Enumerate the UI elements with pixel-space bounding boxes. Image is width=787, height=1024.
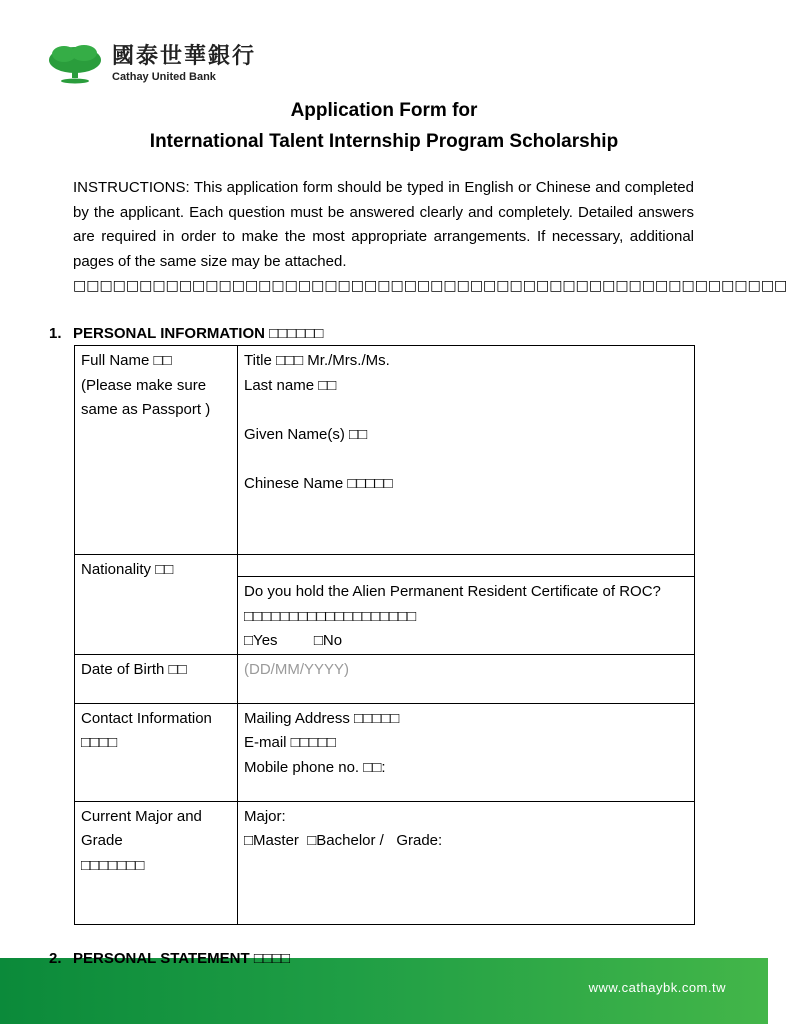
mobile-phone-label: Mobile phone no. □□:	[244, 758, 386, 776]
degree-grade-options[interactable]: □Master □Bachelor / Grade:	[244, 832, 443, 849]
no-checkbox[interactable]: □No	[313, 632, 343, 649]
section-number: 1.	[49, 325, 62, 342]
passport-note-line2: same as Passport )	[81, 401, 211, 418]
personal-information-table	[74, 345, 695, 925]
section-personal-information-heading	[49, 325, 323, 342]
section-title: PERSONAL STATEMENT □□□□	[73, 950, 291, 967]
contact-label-chinese: □□□□	[81, 734, 118, 751]
nationality-input-cell[interactable]	[238, 555, 695, 577]
dob-label: Date of Birth □□	[81, 660, 187, 678]
instructions-chinese: □□□□□□□□□□□□□□□□□□□□□□□□□□□□□□□□□□□□□□□□□□□□□□□□□□□□□□	[73, 278, 787, 294]
residency-question-chinese: □□□□□□□□□□□□□□□□□□□	[244, 607, 417, 625]
full-name-input-cell[interactable]	[238, 346, 695, 555]
residency-question-cell	[238, 577, 695, 655]
mailing-address-label: Mailing Address □□□□□	[244, 709, 400, 727]
residency-options	[244, 629, 688, 654]
bank-name-english: Cathay United Bank	[112, 71, 216, 83]
instructions-english: INSTRUCTIONS: This application form should be typed in English or Chinese and completed by the applicant. Each question must be answered clearly and completely. Detailed answers are required in order to make the most appropriate arrangements. If necessary, additional pages of the same size may be attached.	[73, 179, 694, 270]
major-input-cell[interactable]	[238, 801, 695, 924]
bank-name-chinese: 國泰世華銀行	[112, 44, 257, 69]
table-row-date-of-birth	[75, 654, 695, 703]
full-name-label: Full Name □□	[81, 352, 172, 369]
major-label-cell	[75, 801, 238, 924]
major-label-line2: Grade	[81, 832, 123, 849]
form-title-line2: International Talent Internship Program Scholarship	[149, 131, 619, 152]
email-label: E-mail □□□□□	[244, 734, 336, 751]
bank-logo	[48, 44, 256, 84]
contact-input-cell[interactable]	[238, 703, 695, 801]
residency-question: Do you hold the Alien Permanent Resident Certificate of ROC?	[244, 583, 661, 600]
last-name-label: Last name □□	[244, 376, 337, 394]
table-row-full-name	[75, 346, 695, 555]
full-name-label-cell	[75, 346, 238, 555]
table-row-major	[75, 801, 695, 924]
dob-label-cell	[75, 654, 238, 703]
section-personal-statement-heading	[49, 950, 290, 967]
form-title-line1: Application Form for	[290, 100, 478, 121]
major-field-label: Major:	[244, 807, 286, 825]
given-name-label: Given Name(s) □□	[244, 425, 368, 443]
nationality-label-cell	[75, 555, 238, 655]
major-label-line1: Current Major and	[81, 807, 202, 825]
tree-logo-icon	[48, 44, 102, 84]
table-row-nationality	[75, 555, 695, 577]
title-field-label: Title □□□ Mr./Mrs./Ms.	[244, 352, 390, 369]
contact-label: Contact Information	[81, 709, 212, 727]
dob-input-cell[interactable]	[238, 654, 695, 703]
major-label-chinese: □□□□□□□	[81, 856, 145, 874]
section-number: 2.	[49, 950, 62, 967]
nationality-label: Nationality □□	[81, 561, 174, 578]
table-row-contact	[75, 703, 695, 801]
yes-checkbox[interactable]: □Yes	[244, 632, 278, 649]
passport-note-line1: (Please make sure	[81, 376, 207, 394]
chinese-name-label: Chinese Name □□□□□	[244, 474, 393, 492]
footer-banner	[0, 958, 768, 1024]
section-title: PERSONAL INFORMATION □□□□□□	[73, 325, 324, 342]
dob-placeholder: (DD/MM/YYYY)	[244, 660, 349, 678]
contact-label-cell	[75, 703, 238, 801]
website-url: www.cathaybk.com.tw	[588, 980, 726, 995]
